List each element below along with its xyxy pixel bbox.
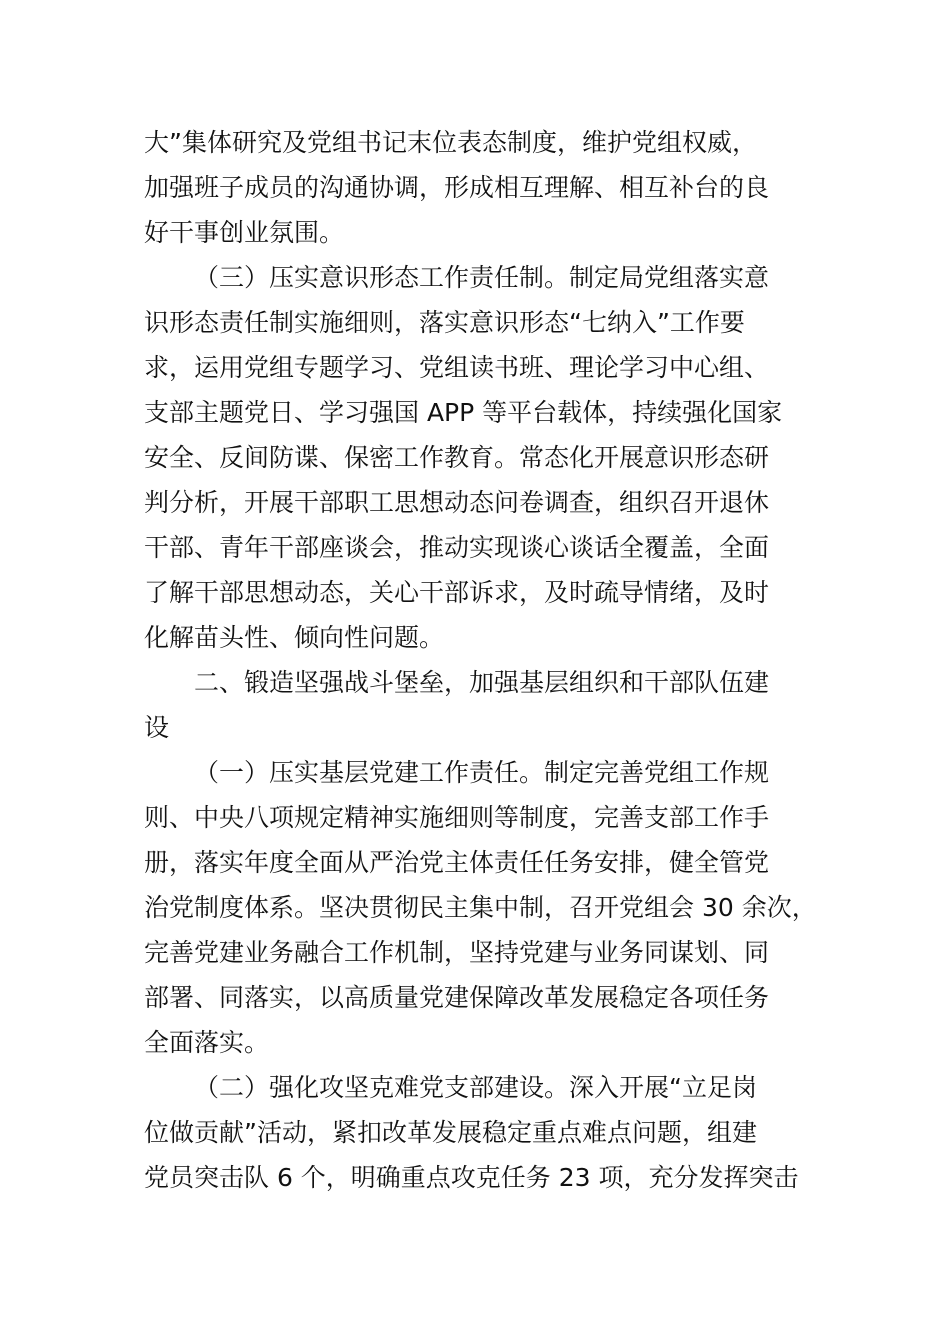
text-line: 大”集体研究及党组书记末位表态制度，维护党组权威，: [144, 128, 757, 157]
text-line: 完善党建业务融合工作机制，坚持党建与业务同谋划、同: [144, 938, 770, 967]
text-line: 加强班子成员的沟通协调，形成相互理解、相互补台的良: [144, 173, 770, 202]
text-line: 册，落实年度全面从严治党主体责任任务安排，健全管党: [144, 848, 770, 877]
text-line: 判分析，开展干部职工思想动态问卷调查，组织召开退休: [144, 488, 770, 517]
text-line: 化解苗头性、倾向性问题。: [144, 623, 445, 652]
text-line: 则、中央八项规定精神实施细则等制度，完善支部工作手: [144, 803, 770, 832]
text-line: 支部主题党日、学习强国 APP 等平台载体，持续强化国家: [144, 398, 783, 427]
text-line: 安全、反间防谍、保密工作教育。常态化开展意识形态研: [144, 443, 770, 472]
text-line: 好干事创业氛围。: [144, 218, 345, 247]
section-heading-line: （三）压实意识形态工作责任制。制定局党组落实意: [194, 263, 770, 292]
text-line: 全面落实。: [144, 1028, 270, 1057]
chapter-heading-line: 设: [144, 713, 170, 742]
text-line: 党员突击队 6 个，明确重点攻克任务 23 项，充分发挥突击: [144, 1163, 799, 1192]
text-line: 干部、青年干部座谈会，推动实现谈心谈话全覆盖，全面: [144, 533, 770, 562]
text-line: 部署、同落实，以高质量党建保障改革发展稳定各项任务: [144, 983, 770, 1012]
section-heading-line: （一）压实基层党建工作责任。制定完善党组工作规: [194, 758, 770, 787]
text-line: 治党制度体系。坚决贯彻民主集中制，召开党组会 30 余次，: [144, 893, 817, 922]
chapter-heading-line: 二、锻造坚强战斗堡垒，加强基层组织和干部队伍建: [194, 668, 770, 697]
text-line: 了解干部思想动态，关心干部诉求，及时疏导情绪，及时: [144, 578, 770, 607]
section-heading-line: （二）强化攻坚克难党支部建设。深入开展“立足岗: [194, 1073, 757, 1102]
document-body: [144, 120, 824, 1200]
text-line: 求，运用党组专题学习、党组读书班、理论学习中心组、: [144, 353, 770, 382]
text-line: 识形态责任制实施细则，落实意识形态“七纳入”工作要: [144, 308, 745, 337]
text-line: 位做贡献”活动，紧扣改革发展稳定重点难点问题，组建: [144, 1118, 757, 1147]
